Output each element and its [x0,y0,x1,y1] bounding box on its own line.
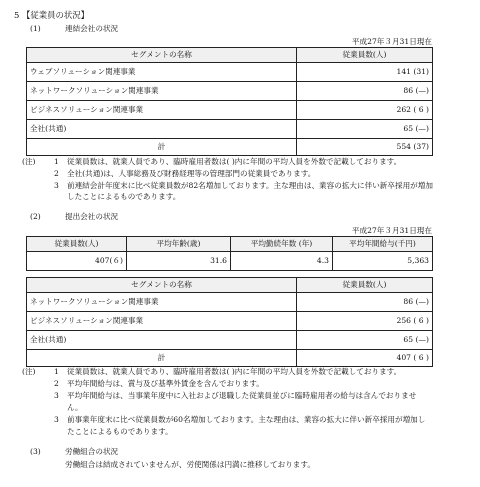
table-row [27,331,433,350]
note-index: 1 [54,367,59,376]
subsection-2-number: (2) [30,212,41,221]
total-label: 計 [27,350,297,367]
subsection-1-title: 連結会社の状況 [65,24,119,33]
segment-name: ビジネスソリューション関連事業 [27,312,297,331]
employee-count: 256 ( 6 ) [297,312,433,331]
note-index: 3 [54,415,59,424]
table-row [27,293,433,312]
table-company-segments [26,277,433,367]
employee-count: 65 (—) [297,331,433,350]
notes-label: (注) [22,157,36,166]
table1-header-segment: セグメントの名称 [27,48,297,63]
total-count: 407 ( 6 ) [297,350,433,367]
note-index: 2 [54,379,59,388]
note-text: 従業員数は、就業人員であり、臨時雇用者数は( )内に年間の平均人員を外数で記載しております。 [67,367,402,376]
segment-name: ビジネスソリューション関連事業 [27,101,297,120]
employee-count: 262 ( 6 ) [297,101,433,120]
note-text: 前事業年度末に比べ従業員数が60名増加しております。主な理由は、業容の拡大に伴い新卒採用が増加し [67,415,426,424]
note-index: 3 [54,391,59,400]
table1-header-count: 従業員数(人) [297,48,433,63]
table2-date: 平成27年３月31日現在 [351,226,432,235]
section-heading: 5 【従業員の状況】 [14,10,89,20]
note-text-continued: ん。 [67,403,83,412]
table-row [27,252,433,271]
note-index: 3 [54,181,59,190]
subsection-3-number: (3) [30,447,41,456]
table-row [27,101,433,120]
total-label: 計 [27,139,297,156]
table1-date: 平成27年３月31日現在 [351,37,432,46]
note-index: 2 [54,169,59,178]
segment-name: 全社(共通) [27,331,297,350]
segment-name: 全社(共通) [27,120,297,139]
table-row [27,63,433,82]
table3-header-count: 従業員数(人) [297,278,433,293]
avg-salary-value: 5,363 [333,252,433,271]
notes-label: (注) [22,367,36,376]
table3-header-segment: セグメントの名称 [27,278,297,293]
table2-header-avg-salary: 平均年間給与(千円) [333,237,433,252]
note-text: 全社(共通)は、人事総務及び財務経理等の管理部門の従業員であります。 [67,169,316,178]
table2-header-avg-tenure: 平均勤続年数 (年) [231,237,333,252]
segment-name: ウェブソリューション関連事業 [27,63,297,82]
table2-header-avg-age: 平均年齢(歳) [127,237,231,252]
note-text-continued: したことによるものであります。 [67,192,181,201]
employee-count: 65 (—) [297,120,433,139]
table-row [27,120,433,139]
employee-count: 141 (31) [297,63,433,82]
note-text: 従業員数は、就業人員であり、臨時雇用者数は( )内に年間の平均人員を外数で記載しております。 [67,157,402,166]
table-company-summary [26,236,433,271]
subsection-2-title: 提出会社の状況 [65,212,119,221]
table-consolidated-employees [26,47,433,156]
note-text: 平均年間給与は、賞与及び基準外賃金を含んでおります。 [67,379,264,388]
table2-header-employees: 従業員数(人) [27,237,127,252]
note-index: 1 [54,157,59,166]
total-count: 554 (37) [297,139,433,156]
subsection-3-title: 労働組合の状況 [65,447,119,456]
segment-name: ネットワークソリューション関連事業 [27,82,297,101]
union-status-text: 労働組合は結成されていませんが、労使関係は円満に推移しております。 [65,460,315,469]
subsection-1-number: (1) [30,24,41,33]
table-row [27,312,433,331]
avg-tenure-value: 4.3 [231,252,333,271]
employee-count: 86 (—) [297,82,433,101]
employees-value: 407(６) [27,252,127,271]
table-row-total [27,350,433,367]
note-text-continued: たことによるものであります。 [67,427,173,436]
employee-count: 86 (—) [297,293,433,312]
segment-name: ネットワークソリューション関連事業 [27,293,297,312]
table-row [27,82,433,101]
note-text: 前連結会計年度末に比べ従業員数が82名増加しております。主な理由は、業容の拡大に伴い新卒採用が増加 [67,181,433,190]
note-text: 平均年間給与は、当事業年度中に入社および退職した従業員並びに臨時雇用者の給与は含んでおりませ [67,391,417,400]
avg-age-value: 31.6 [127,252,231,271]
table-row-total [27,139,433,156]
